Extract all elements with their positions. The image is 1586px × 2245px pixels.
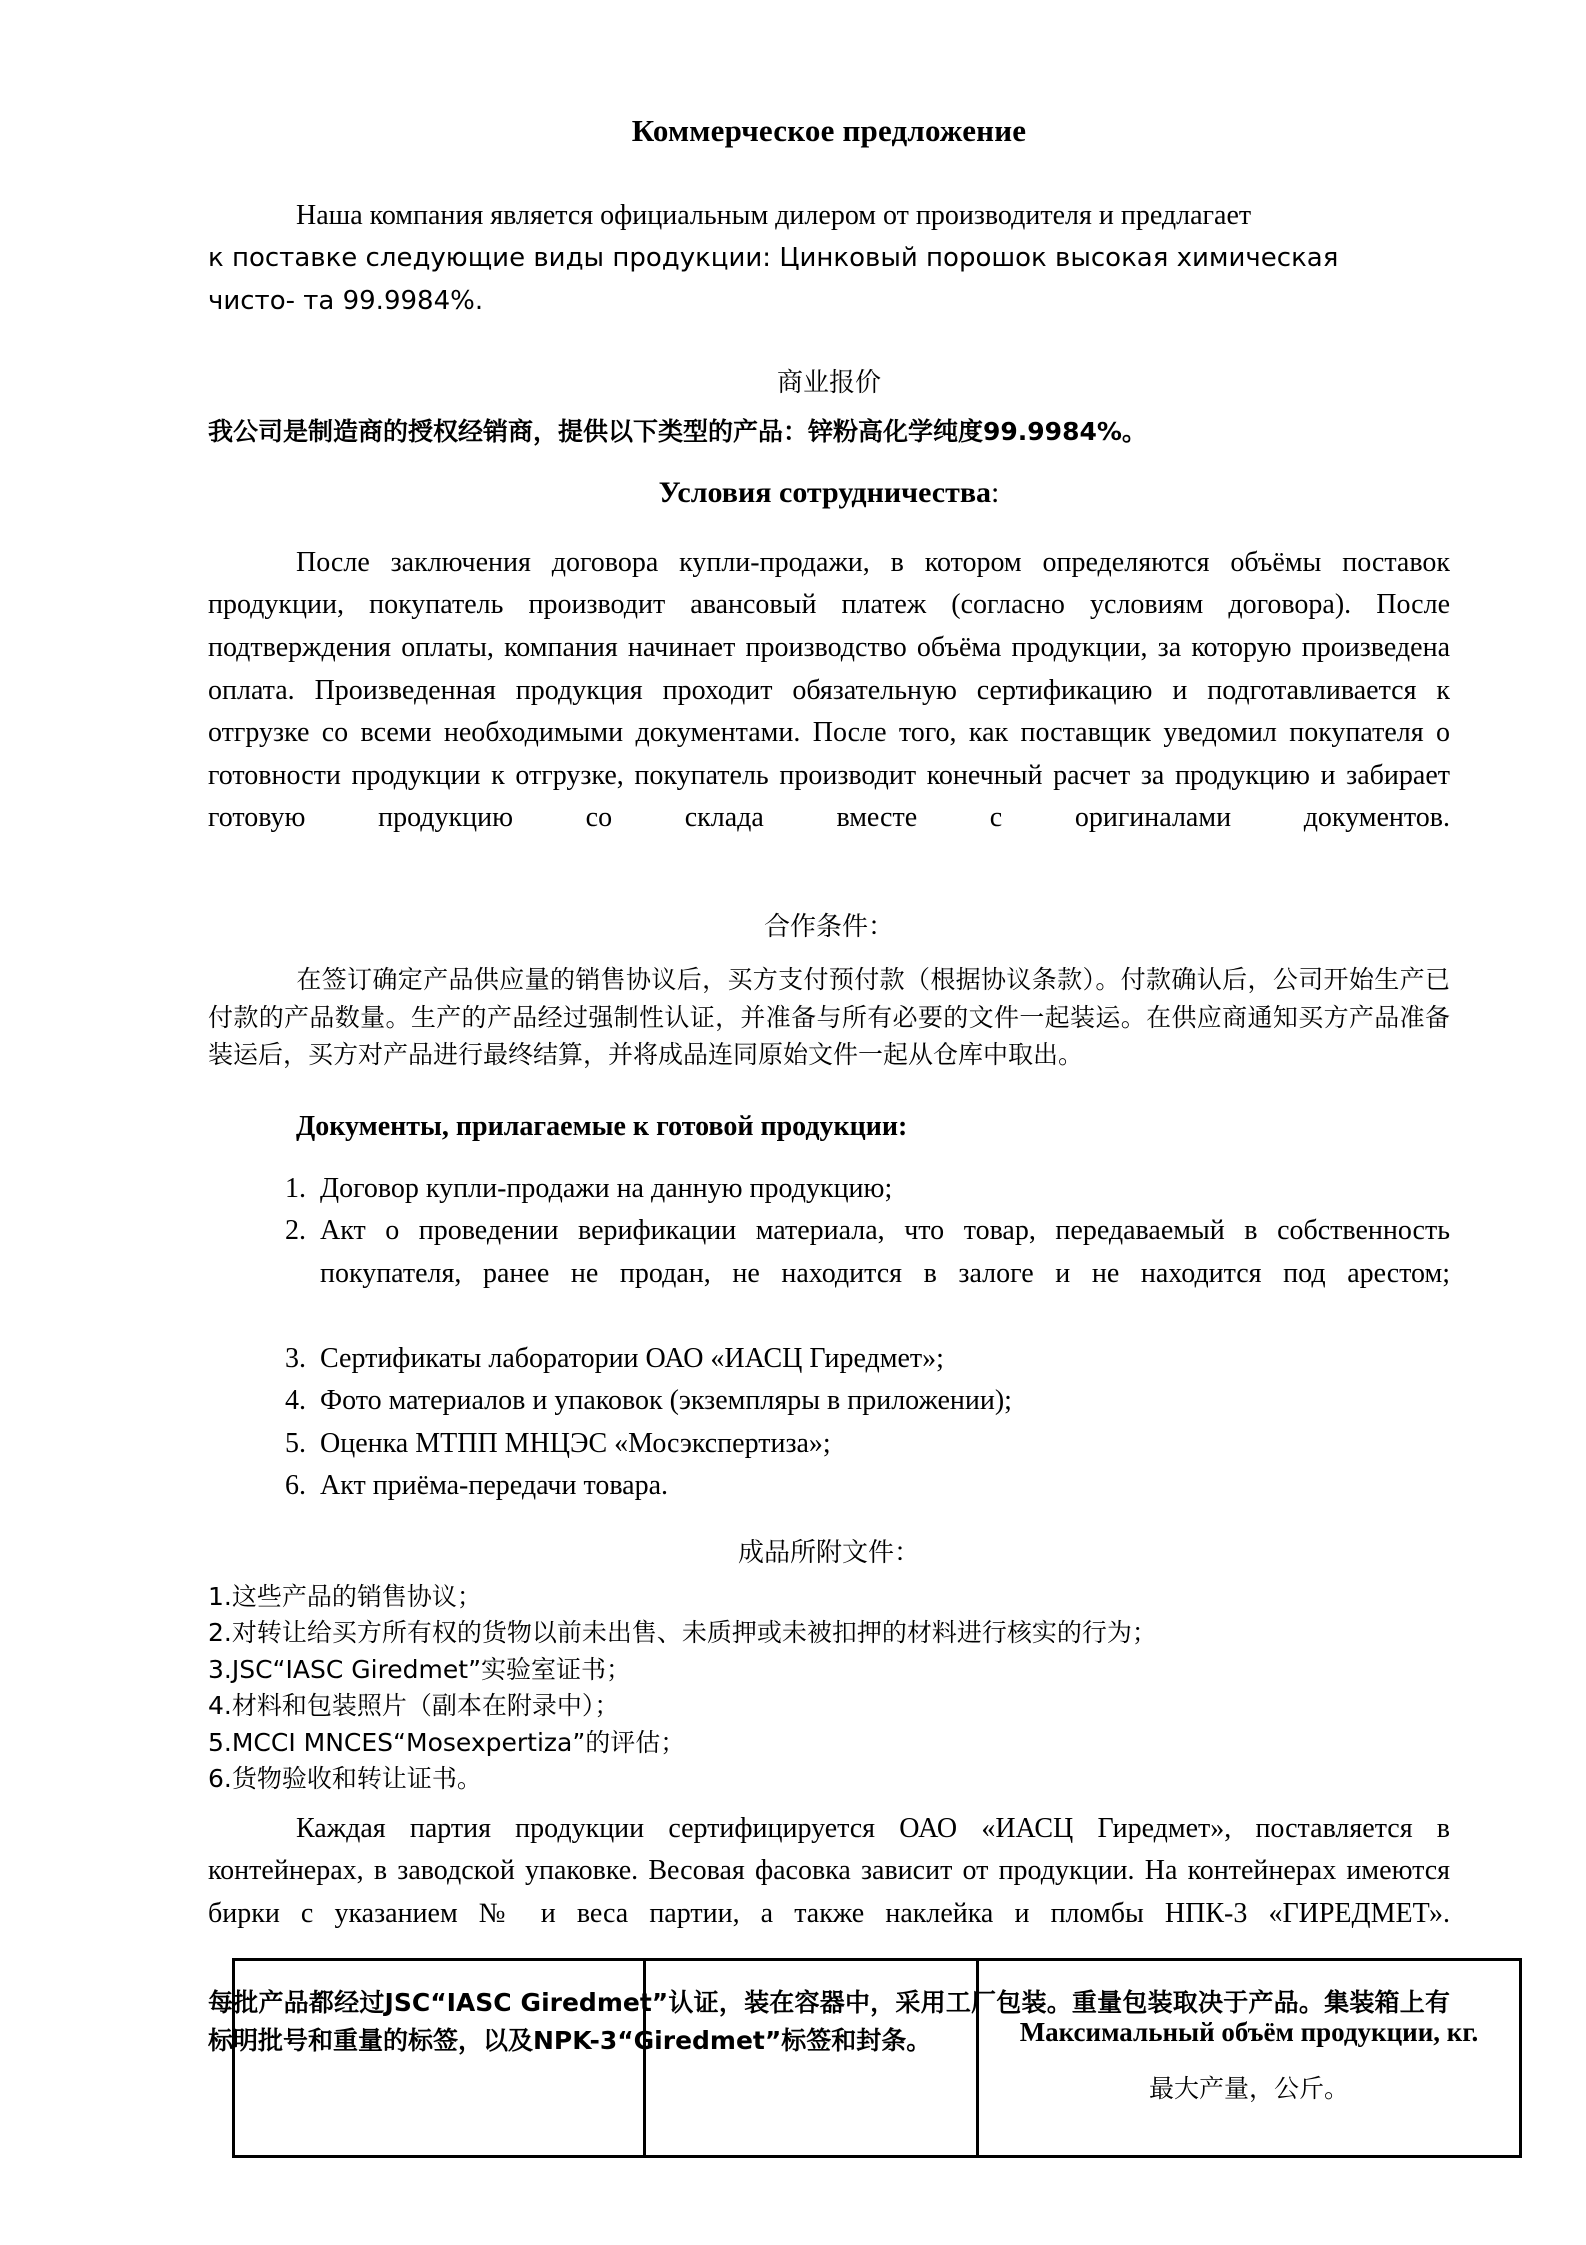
spacer [208,1074,1450,1108]
list-item [208,1423,1450,1466]
cn-quote-body: 我公司是制造商的授权经销商，提供以下类型的产品：锌粉高化学纯度99.9984%。 [208,417,1147,447]
terms-heading-text: Условия сотрудничества [658,475,992,509]
spacer [208,512,1450,542]
page-title: Коммерческое предложение [631,113,1027,148]
list-item [208,1465,1450,1508]
cn-list-item: 2.对转让给买方所有权的货物以前未出售、未质押或未被扣押的材料进行核实的行为； [208,1618,1157,1648]
list-item-label: Акт приёма-передачи товара. [320,1470,669,1502]
list-item-number: 2. [285,1215,306,1247]
spacer [208,1798,1450,1808]
document-body [208,0,1450,2059]
intro-line-1: Наша компания является официальным дилером от производителя и предлагает [296,199,1252,231]
intro-line-2: к поставке следующие виды продукции: Цинковый порошок высокая химическая [208,243,1339,274]
terms-body-text: После заключения договора купли-продажи, в котором определяются объёмы поставок продукции, покупатель производит авансовый платеж (согласно условиям договора). После подтверждения оплаты, компания начинает производство объёма продукции, за которую произведена оплата. Произведенная продукция проходит обязательную сертификацию и подготавливается к отгрузке со всеми необходимыми документами. После того, как поставщик уведомил покупателя о готовности продукции к отгрузке, покупатель производит конечный расчет за продукцию и забирает готовую продукцию со склада вместе с оригиналами документов. [208,546,1450,834]
spacer [208,322,1450,364]
intro-line-3: чисто- та 99.9984%. [208,285,484,316]
table-cell-max-volume [978,1960,1521,2157]
list-item-number: 5. [285,1427,306,1459]
cn-docs-heading: 成品所附文件： [737,1537,920,1568]
list-item-label: Оценка МТПП МНЦЭС «Мосэкспертиза»; [320,1427,831,1459]
table-cell-empty-1 [234,1960,645,2157]
list-item-label: Фото материалов и упаковок (экземпляры в приложении); [320,1385,1012,1417]
terms-heading-colon: : [991,475,1000,509]
cn-documents-list [208,1579,1450,1798]
spacer [208,947,1450,961]
spacer [208,1146,1450,1168]
list-item-number: 1. [285,1172,306,1204]
list-item-number: 4. [285,1385,306,1417]
cn-list-item: 5.MCCI MNCES“Mosexpertiza”的评估； [208,1727,686,1757]
table-cell-label-cn: 最大产量，公斤。 [1148,2073,1349,2103]
terms-heading [208,473,1450,512]
list-item-number: 3. [285,1342,306,1374]
list-item [208,1380,1450,1423]
spacer [208,1508,1450,1534]
certification-paragraph [208,1808,1450,1978]
list-item [208,1168,1450,1211]
list-item [208,1210,1450,1338]
spacer [208,451,1450,473]
list-item-label: Акт о проведении верификации материала, что товар, передаваемый в собственность покупателя, ранее не продан, не находится в залоге и не находится под арестом; [320,1215,1450,1289]
table-cell-empty-2 [645,1960,978,2157]
cn-list-item: 6.货物验收和转让证书。 [208,1764,482,1794]
documents-list [208,1168,1450,1508]
table-row [234,1960,1521,2157]
cn-certification-paragraph: 每批产品都经过JSC“IASC Giredmet”认证，装在容器中，采用工厂包装。重量包装取决于产品。集装箱上有标明批号和重量的标签，以及NPK-3“Giredmet”标签和封条。 [208,1988,1450,2055]
certification-text: Каждая партия продукции сертифицируется ОАО «ИАСЦ Гиредмет», поставляется в контейнерах, в заводской упаковке. Весовая фасовка зависит от продукции. На контейнерах имеются бирки с указанием № и веса партии, а также наклейка и пломбы НПК-3 «ГИРЕДМЕТ». [208,1812,1450,1930]
list-item-label: Договор купли-продажи на данную продукцию; [320,1172,893,1204]
terms-body [208,542,1450,882]
cn-terms-heading: 合作条件： [763,912,894,943]
cn-list-item: 4.材料和包装照片（副本在附录中）； [208,1691,620,1721]
list-item-label: Сертификаты лаборатории ОАО «ИАСЦ Гиредмет»; [320,1342,944,1374]
cn-list-item: 1.这些产品的销售协议； [208,1581,482,1611]
intro-paragraph [208,151,1450,323]
cn-terms-body-text: 在签订确定产品供应量的销售协议后，买方支付预付款（根据协议条款）。付款确认后，公司开始生产已付款的产品数量。生产的产品经过强制性认证，并准备与所有必要的文件一起装运。在供应商通知买方产品准备装运后，买方对产品进行最终结算，并将成品连同原始文件一起从仓库中取出。 [208,965,1450,1070]
spacer [208,882,1450,908]
docs-heading: Документы, прилагаемые к готовой продукции: [296,1110,908,1142]
spacer [208,403,1450,413]
cn-terms-body [208,961,1450,1074]
product-volume-table [232,1958,1522,2158]
list-item [208,1338,1450,1381]
cn-list-item: 3.JSC“IASC Giredmet”实验室证书； [208,1654,632,1684]
list-item-number: 6. [285,1470,306,1502]
cn-quote-heading: 商业报价 [776,368,881,399]
table-cell-label: Максимальный объём продукции, кг. [1019,2016,1479,2047]
